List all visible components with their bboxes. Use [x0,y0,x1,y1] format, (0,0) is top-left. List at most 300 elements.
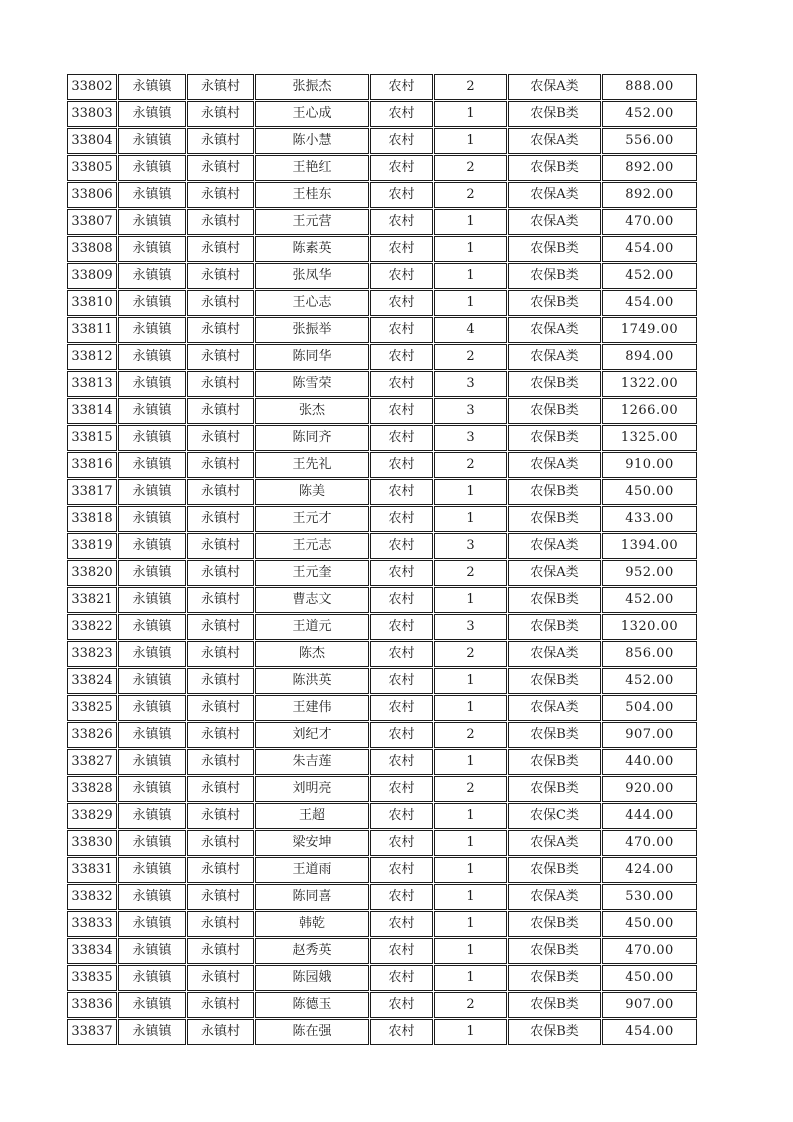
cell-person-count: 1 [434,965,507,991]
cell-amount: 856.00 [602,641,697,667]
cell-village: 永镇村 [187,857,254,883]
cell-name: 陈素英 [255,236,369,262]
cell-insurance-category: 农保A类 [508,344,601,370]
cell-village: 永镇村 [187,641,254,667]
cell-insurance-category: 农保A类 [508,74,601,100]
cell-amount: 907.00 [602,722,697,748]
cell-residence-type: 农村 [370,560,433,586]
cell-residence-type: 农村 [370,101,433,127]
cell-residence-type: 农村 [370,641,433,667]
cell-insurance-category: 农保A类 [508,452,601,478]
cell-village: 永镇村 [187,749,254,775]
cell-town: 永镇镇 [118,371,186,397]
cell-insurance-category: 农保B类 [508,857,601,883]
cell-serial-number: 33819 [67,533,117,559]
cell-residence-type: 农村 [370,1019,433,1045]
cell-village: 永镇村 [187,587,254,613]
cell-name: 陈同华 [255,344,369,370]
cell-town: 永镇镇 [118,155,186,181]
cell-serial-number: 33833 [67,911,117,937]
cell-town: 永镇镇 [118,425,186,451]
cell-name: 王道元 [255,614,369,640]
table-row [67,722,697,748]
cell-village: 永镇村 [187,371,254,397]
cell-person-count: 2 [434,641,507,667]
cell-residence-type: 农村 [370,263,433,289]
cell-insurance-category: 农保B类 [508,506,601,532]
cell-amount: 1325.00 [602,425,697,451]
cell-person-count: 3 [434,425,507,451]
cell-town: 永镇镇 [118,398,186,424]
cell-residence-type: 农村 [370,74,433,100]
cell-person-count: 2 [434,155,507,181]
cell-serial-number: 33817 [67,479,117,505]
cell-town: 永镇镇 [118,911,186,937]
cell-serial-number: 33808 [67,236,117,262]
cell-town: 永镇镇 [118,506,186,532]
cell-amount: 892.00 [602,182,697,208]
cell-residence-type: 农村 [370,533,433,559]
cell-village: 永镇村 [187,884,254,910]
cell-insurance-category: 农保B类 [508,479,601,505]
cell-name: 王元志 [255,533,369,559]
cell-village: 永镇村 [187,668,254,694]
table-row [67,641,697,667]
table-row [67,155,697,181]
cell-residence-type: 农村 [370,830,433,856]
cell-village: 永镇村 [187,317,254,343]
cell-person-count: 2 [434,992,507,1018]
cell-residence-type: 农村 [370,425,433,451]
cell-person-count: 1 [434,695,507,721]
cell-name: 刘明亮 [255,776,369,802]
cell-person-count: 2 [434,560,507,586]
cell-insurance-category: 农保A类 [508,884,601,910]
cell-village: 永镇村 [187,182,254,208]
cell-insurance-category: 农保B类 [508,965,601,991]
cell-person-count: 1 [434,857,507,883]
cell-village: 永镇村 [187,803,254,829]
table-row [67,101,697,127]
table-row [67,911,697,937]
cell-insurance-category: 农保A类 [508,830,601,856]
cell-person-count: 1 [434,236,507,262]
cell-amount: 1394.00 [602,533,697,559]
cell-amount: 433.00 [602,506,697,532]
cell-name: 陈雪荣 [255,371,369,397]
cell-village: 永镇村 [187,533,254,559]
cell-person-count: 1 [434,938,507,964]
cell-name: 陈美 [255,479,369,505]
cell-insurance-category: 农保A类 [508,182,601,208]
cell-insurance-category: 农保B类 [508,290,601,316]
cell-serial-number: 33826 [67,722,117,748]
cell-serial-number: 33804 [67,128,117,154]
cell-insurance-category: 农保B类 [508,911,601,937]
table-row [67,560,697,586]
cell-name: 陈同喜 [255,884,369,910]
cell-amount: 440.00 [602,749,697,775]
cell-residence-type: 农村 [370,479,433,505]
cell-person-count: 1 [434,884,507,910]
cell-amount: 556.00 [602,128,697,154]
cell-residence-type: 农村 [370,587,433,613]
table-row [67,533,697,559]
cell-town: 永镇镇 [118,533,186,559]
table-row [67,668,697,694]
cell-serial-number: 33827 [67,749,117,775]
cell-insurance-category: 农保A类 [508,695,601,721]
table-row [67,857,697,883]
cell-village: 永镇村 [187,776,254,802]
cell-serial-number: 33821 [67,587,117,613]
cell-name: 王元奎 [255,560,369,586]
table-row [67,317,697,343]
cell-person-count: 1 [434,749,507,775]
cell-name: 刘纪才 [255,722,369,748]
cell-amount: 894.00 [602,344,697,370]
cell-amount: 470.00 [602,830,697,856]
cell-person-count: 1 [434,1019,507,1045]
cell-serial-number: 33824 [67,668,117,694]
cell-amount: 1320.00 [602,614,697,640]
table-row [67,506,697,532]
table-row [67,128,697,154]
cell-name: 陈在强 [255,1019,369,1045]
cell-town: 永镇镇 [118,695,186,721]
cell-residence-type: 农村 [370,776,433,802]
cell-person-count: 1 [434,209,507,235]
cell-town: 永镇镇 [118,587,186,613]
cell-serial-number: 33831 [67,857,117,883]
cell-name: 王元才 [255,506,369,532]
cell-amount: 907.00 [602,992,697,1018]
cell-town: 永镇镇 [118,857,186,883]
cell-amount: 920.00 [602,776,697,802]
table-row [67,776,697,802]
cell-town: 永镇镇 [118,938,186,964]
cell-name: 赵秀英 [255,938,369,964]
table-row [67,371,697,397]
cell-village: 永镇村 [187,1019,254,1045]
cell-person-count: 2 [434,722,507,748]
cell-town: 永镇镇 [118,263,186,289]
cell-residence-type: 农村 [370,722,433,748]
cell-serial-number: 33830 [67,830,117,856]
cell-person-count: 2 [434,344,507,370]
cell-name: 张振杰 [255,74,369,100]
cell-residence-type: 农村 [370,992,433,1018]
table-body [67,74,697,1045]
cell-town: 永镇镇 [118,776,186,802]
cell-village: 永镇村 [187,560,254,586]
cell-name: 王超 [255,803,369,829]
cell-name: 王先礼 [255,452,369,478]
cell-residence-type: 农村 [370,695,433,721]
cell-person-count: 1 [434,128,507,154]
cell-town: 永镇镇 [118,452,186,478]
table-row [67,938,697,964]
cell-town: 永镇镇 [118,965,186,991]
cell-insurance-category: 农保A类 [508,317,601,343]
cell-residence-type: 农村 [370,803,433,829]
cell-serial-number: 33810 [67,290,117,316]
cell-person-count: 1 [434,587,507,613]
cell-village: 永镇村 [187,263,254,289]
cell-amount: 450.00 [602,479,697,505]
cell-insurance-category: 农保B类 [508,1019,601,1045]
cell-village: 永镇村 [187,344,254,370]
cell-person-count: 1 [434,668,507,694]
cell-serial-number: 33837 [67,1019,117,1045]
table-row [67,884,697,910]
cell-town: 永镇镇 [118,236,186,262]
cell-serial-number: 33802 [67,74,117,100]
table-row [67,803,697,829]
cell-town: 永镇镇 [118,884,186,910]
table-row [67,236,697,262]
cell-village: 永镇村 [187,911,254,937]
cell-village: 永镇村 [187,155,254,181]
cell-amount: 530.00 [602,884,697,910]
table-row [67,479,697,505]
cell-village: 永镇村 [187,965,254,991]
cell-village: 永镇村 [187,290,254,316]
cell-village: 永镇村 [187,992,254,1018]
cell-person-count: 2 [434,776,507,802]
cell-amount: 952.00 [602,560,697,586]
cell-town: 永镇镇 [118,74,186,100]
cell-name: 王艳红 [255,155,369,181]
cell-serial-number: 33811 [67,317,117,343]
cell-serial-number: 33836 [67,992,117,1018]
cell-village: 永镇村 [187,506,254,532]
cell-name: 韩乾 [255,911,369,937]
cell-serial-number: 33812 [67,344,117,370]
cell-person-count: 1 [434,101,507,127]
cell-amount: 452.00 [602,587,697,613]
cell-amount: 444.00 [602,803,697,829]
cell-name: 陈小慧 [255,128,369,154]
cell-serial-number: 33835 [67,965,117,991]
cell-amount: 470.00 [602,938,697,964]
cell-village: 永镇村 [187,128,254,154]
cell-insurance-category: 农保C类 [508,803,601,829]
cell-person-count: 1 [434,290,507,316]
cell-person-count: 4 [434,317,507,343]
cell-residence-type: 农村 [370,398,433,424]
cell-insurance-category: 农保B类 [508,722,601,748]
cell-residence-type: 农村 [370,209,433,235]
cell-person-count: 1 [434,803,507,829]
cell-town: 永镇镇 [118,479,186,505]
cell-person-count: 1 [434,830,507,856]
cell-name: 曹志文 [255,587,369,613]
cell-insurance-category: 农保B类 [508,938,601,964]
cell-name: 陈杰 [255,641,369,667]
cell-village: 永镇村 [187,398,254,424]
cell-town: 永镇镇 [118,803,186,829]
table-row [67,209,697,235]
cell-village: 永镇村 [187,425,254,451]
cell-name: 梁安坤 [255,830,369,856]
table-row [67,263,697,289]
cell-residence-type: 农村 [370,938,433,964]
cell-town: 永镇镇 [118,101,186,127]
cell-amount: 454.00 [602,290,697,316]
cell-residence-type: 农村 [370,317,433,343]
cell-village: 永镇村 [187,830,254,856]
table-row [67,749,697,775]
cell-residence-type: 农村 [370,236,433,262]
cell-name: 张杰 [255,398,369,424]
table-row [67,695,697,721]
cell-serial-number: 33815 [67,425,117,451]
cell-residence-type: 农村 [370,290,433,316]
cell-insurance-category: 农保B类 [508,587,601,613]
cell-name: 张凤华 [255,263,369,289]
cell-name: 朱吉莲 [255,749,369,775]
cell-insurance-category: 农保B类 [508,749,601,775]
table-row [67,344,697,370]
cell-insurance-category: 农保B类 [508,101,601,127]
cell-residence-type: 农村 [370,452,433,478]
cell-village: 永镇村 [187,479,254,505]
cell-name: 陈洪英 [255,668,369,694]
cell-town: 永镇镇 [118,992,186,1018]
cell-residence-type: 农村 [370,128,433,154]
cell-person-count: 3 [434,371,507,397]
cell-residence-type: 农村 [370,668,433,694]
cell-insurance-category: 农保A类 [508,209,601,235]
cell-name: 王桂东 [255,182,369,208]
cell-town: 永镇镇 [118,344,186,370]
cell-person-count: 2 [434,74,507,100]
cell-person-count: 3 [434,398,507,424]
cell-amount: 1322.00 [602,371,697,397]
cell-insurance-category: 农保A类 [508,128,601,154]
cell-insurance-category: 农保B类 [508,155,601,181]
cell-serial-number: 33809 [67,263,117,289]
table-row [67,965,697,991]
cell-amount: 424.00 [602,857,697,883]
cell-name: 王心成 [255,101,369,127]
cell-person-count: 3 [434,533,507,559]
table-row [67,182,697,208]
cell-amount: 892.00 [602,155,697,181]
cell-amount: 454.00 [602,1019,697,1045]
cell-insurance-category: 农保B类 [508,371,601,397]
cell-serial-number: 33834 [67,938,117,964]
cell-amount: 1266.00 [602,398,697,424]
table-row [67,290,697,316]
cell-town: 永镇镇 [118,668,186,694]
table-row [67,1019,697,1045]
table-row [67,587,697,613]
cell-village: 永镇村 [187,236,254,262]
cell-person-count: 2 [434,452,507,478]
cell-insurance-category: 农保B类 [508,263,601,289]
cell-town: 永镇镇 [118,317,186,343]
cell-amount: 450.00 [602,965,697,991]
cell-serial-number: 33816 [67,452,117,478]
cell-serial-number: 33805 [67,155,117,181]
cell-insurance-category: 农保B类 [508,398,601,424]
cell-person-count: 2 [434,182,507,208]
cell-serial-number: 33829 [67,803,117,829]
cell-town: 永镇镇 [118,641,186,667]
cell-insurance-category: 农保B类 [508,425,601,451]
cell-serial-number: 33818 [67,506,117,532]
cell-town: 永镇镇 [118,1019,186,1045]
cell-town: 永镇镇 [118,560,186,586]
cell-amount: 454.00 [602,236,697,262]
cell-serial-number: 33814 [67,398,117,424]
cell-person-count: 3 [434,614,507,640]
cell-amount: 470.00 [602,209,697,235]
cell-insurance-category: 农保A类 [508,641,601,667]
cell-village: 永镇村 [187,74,254,100]
cell-residence-type: 农村 [370,344,433,370]
cell-amount: 1749.00 [602,317,697,343]
cell-serial-number: 33832 [67,884,117,910]
table-row [67,74,697,100]
cell-village: 永镇村 [187,209,254,235]
cell-residence-type: 农村 [370,614,433,640]
cell-name: 王道雨 [255,857,369,883]
cell-name: 陈同齐 [255,425,369,451]
cell-village: 永镇村 [187,695,254,721]
cell-town: 永镇镇 [118,128,186,154]
cell-insurance-category: 农保B类 [508,776,601,802]
cell-name: 王元营 [255,209,369,235]
cell-amount: 452.00 [602,263,697,289]
cell-town: 永镇镇 [118,209,186,235]
cell-residence-type: 农村 [370,749,433,775]
cell-town: 永镇镇 [118,614,186,640]
cell-serial-number: 33823 [67,641,117,667]
table-row [67,452,697,478]
cell-amount: 888.00 [602,74,697,100]
cell-amount: 450.00 [602,911,697,937]
cell-name: 王建伟 [255,695,369,721]
cell-serial-number: 33825 [67,695,117,721]
cell-amount: 504.00 [602,695,697,721]
cell-town: 永镇镇 [118,830,186,856]
cell-person-count: 1 [434,506,507,532]
cell-amount: 452.00 [602,668,697,694]
cell-serial-number: 33807 [67,209,117,235]
cell-insurance-category: 农保B类 [508,992,601,1018]
cell-residence-type: 农村 [370,182,433,208]
cell-serial-number: 33828 [67,776,117,802]
cell-residence-type: 农村 [370,506,433,532]
cell-name: 王心志 [255,290,369,316]
cell-person-count: 1 [434,263,507,289]
cell-residence-type: 农村 [370,965,433,991]
cell-town: 永镇镇 [118,290,186,316]
cell-serial-number: 33803 [67,101,117,127]
cell-town: 永镇镇 [118,749,186,775]
cell-serial-number: 33806 [67,182,117,208]
insurance-roster-table [66,73,698,1046]
cell-residence-type: 农村 [370,884,433,910]
table-row [67,992,697,1018]
table-row [67,830,697,856]
cell-serial-number: 33820 [67,560,117,586]
cell-village: 永镇村 [187,101,254,127]
cell-residence-type: 农村 [370,371,433,397]
